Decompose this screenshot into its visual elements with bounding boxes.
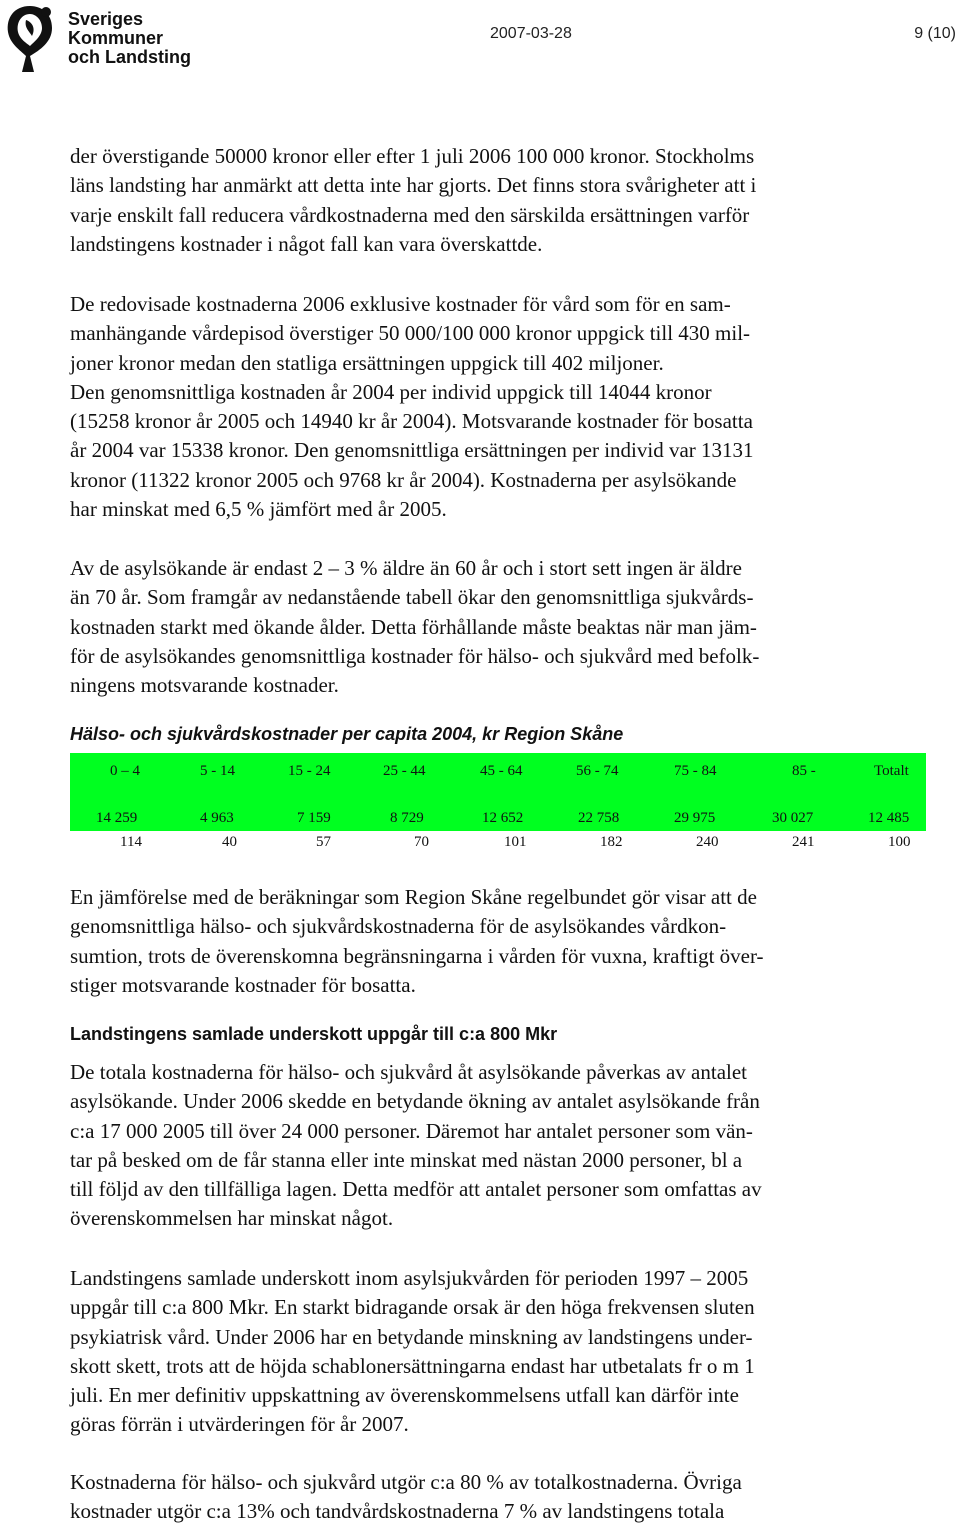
table-cell: 70 — [414, 834, 429, 850]
paragraph-7 — [70, 1468, 920, 1527]
text-line: joner kronor medan den statliga ersättningen uppgick till 402 miljoner. — [70, 350, 664, 375]
text-line: uppgår till c:a 800 Mkr. En starkt bidragande orsak är den höga frekvensen sluten — [70, 1295, 755, 1320]
paragraph-3 — [70, 554, 920, 700]
text-line: överenskommelsen har minskat något. — [70, 1206, 394, 1231]
table-cell: 240 — [696, 834, 719, 850]
text-line: Landstingens samlade underskott inom asylsjukvården för perioden 1997 – 2005 — [70, 1266, 749, 1290]
text-line: stiger motsvarande kostnader för bosatta. — [70, 972, 416, 997]
document-date: 2007-03-28 — [490, 25, 572, 42]
table-cell: 7 159 — [297, 810, 331, 826]
table-cell: 29 975 — [674, 810, 716, 826]
paragraph-2 — [70, 290, 920, 524]
organization-name — [68, 10, 191, 67]
table-row-cost — [70, 810, 926, 830]
table-cell: 56 - 74 — [576, 763, 619, 779]
text-line: der överstigande 50000 kronor eller efter 1 juli 2006 100 000 kronor. Stockholms — [70, 144, 755, 168]
text-line: Den genomsnittliga kostnaden år 2004 per individ uppgick till 14044 kronor — [70, 379, 712, 404]
paragraph-6 — [70, 1264, 920, 1440]
table-cell: 114 — [120, 834, 142, 850]
text-line: läns landsting har anmärkt att detta inte har gjorts. Det finns stora svårigheter att i — [70, 173, 757, 198]
text-line: De totala kostnaderna för hälso- och sjukvård åt asylsökande påverkas av antalet — [70, 1060, 748, 1084]
table-cell: 22 758 — [578, 810, 620, 826]
text-line: ningens motsvarande kostnader. — [70, 673, 339, 698]
table-cell: 45 - 64 — [480, 763, 523, 779]
text-line: Kostnaderna för hälso- och sjukvård utgör c:a 80 % av totalkostnaderna. Övriga — [70, 1470, 742, 1494]
text-line: tar på besked om de får stanna eller inte minskat med nästan 2000 personer, bl a — [70, 1147, 743, 1172]
table-row-index — [70, 834, 926, 854]
table-cell: 12 485 — [868, 810, 910, 826]
text-line: landstingens kostnader i något fall kan vara överskattde. — [70, 231, 543, 256]
text-line: göras förrän i utvärderingen för år 2007. — [70, 1412, 409, 1437]
table-cell: 101 — [504, 834, 527, 850]
table-cell: 182 — [600, 834, 623, 850]
paragraph-5 — [70, 1058, 920, 1234]
table-cell: 30 027 — [772, 810, 814, 826]
table-cell: 0 – 4 — [110, 763, 140, 779]
text-line: genomsnittliga hälso- och sjukvårdskostnaderna för de asylsökandes vårdkon- — [70, 914, 727, 939]
table-cell: 75 - 84 — [674, 763, 717, 779]
brand-line-1: Sveriges — [68, 9, 144, 29]
table-cell: 4 963 — [200, 810, 234, 826]
text-line: asylsökande. Under 2006 skedde en betydande ökning av antalet asylsökande från — [70, 1089, 760, 1114]
text-line: varje enskilt fall reducera vårdkostnaderna med den särskilda ersättningen varför — [70, 202, 750, 227]
text-line: (15258 kronor år 2005 och 14940 kr år 2004). Motsvarande kostnader för bosatta — [70, 409, 753, 434]
table-cell: 12 652 — [482, 810, 524, 826]
page-header — [0, 0, 960, 80]
text-line: har minskat med 6,5 % jämfört med år 2005. — [70, 497, 447, 522]
table-cell: 25 - 44 — [383, 763, 426, 779]
paragraph-1 — [70, 142, 920, 259]
brand-line-2: Kommuner — [68, 28, 164, 48]
text-line: skott skett, trots att de höjda schablonersättningarna endast har utbetalats fr o m 1 — [70, 1353, 755, 1378]
text-line: år 2004 var 15338 kronor. Den genomsnittliga ersättningen per individ var 13131 — [70, 438, 754, 463]
text-line: Av de asylsökande är endast 2 – 3 % äldre än 60 år och i stort sett ingen är äldre — [70, 556, 742, 580]
table-cell: 8 729 — [390, 810, 424, 826]
text-line: juli. En mer definitiv uppskattning av överenskommelsens utfall kan därför inte — [70, 1383, 739, 1408]
text-line: till följd av den tillfälliga lagen. Detta medför att antalet personer som omfattas av — [70, 1177, 762, 1202]
table-cell: 5 - 14 — [200, 763, 235, 779]
table-cell: 40 — [222, 834, 237, 850]
section-heading: Landstingens samlade underskott uppgår till c:a 800 Mkr — [70, 1024, 558, 1044]
table-cell: 85 - — [792, 763, 816, 779]
table-cell: 15 - 24 — [288, 763, 331, 779]
table-cell: 100 — [888, 834, 911, 850]
page-number: 9 (10) — [914, 25, 956, 42]
text-line: manhängande vårdepisod överstiger 50 000/100 000 kronor uppgick till 430 mil- — [70, 321, 751, 346]
text-line: för de asylsökandes genomsnittliga kostnader för hälso- och sjukvård med befolk- — [70, 643, 760, 668]
table-cell: Totalt — [874, 763, 909, 779]
table-title: Hälso- och sjukvårdskostnader per capita 2004, kr Region Skåne — [70, 724, 624, 744]
text-line: kostnader utgör c:a 13% och tandvårdskostnaderna 7 % av landstingens totala — [70, 1499, 725, 1524]
paragraph-4 — [70, 883, 920, 1000]
skl-logo-icon — [2, 4, 58, 74]
table-cell: 57 — [316, 834, 331, 850]
table-cell: 241 — [792, 834, 815, 850]
text-line: psykiatrisk vård. Under 2006 har en betydande minskning av landstingens under- — [70, 1324, 753, 1349]
text-line: De redovisade kostnaderna 2006 exklusive kostnader för vård som för en sam- — [70, 292, 731, 316]
table-row-age-groups — [70, 763, 926, 783]
text-line: sumtion, trots de överenskomna begränsningarna i vården för vuxna, kraftigt över- — [70, 943, 764, 968]
text-line: kostnaden starkt med ökande ålder. Detta förhållande måste beaktas när man jäm- — [70, 614, 757, 639]
brand-line-3: och Landsting — [68, 47, 191, 67]
table-cell: 14 259 — [96, 810, 138, 826]
text-line: kronor (11322 kronor 2005 och 9768 kr år 2004). Kostnaderna per asylsökande — [70, 467, 737, 492]
text-line: c:a 17 000 2005 till över 24 000 personer. Däremot har antalet personer som vän- — [70, 1118, 753, 1143]
text-line: En jämförelse med de beräkningar som Region Skåne regelbundet gör visar att de — [70, 885, 757, 909]
text-line: än 70 år. Som framgår av nedanstående tabell ökar den genomsnittliga sjukvårds- — [70, 585, 754, 610]
